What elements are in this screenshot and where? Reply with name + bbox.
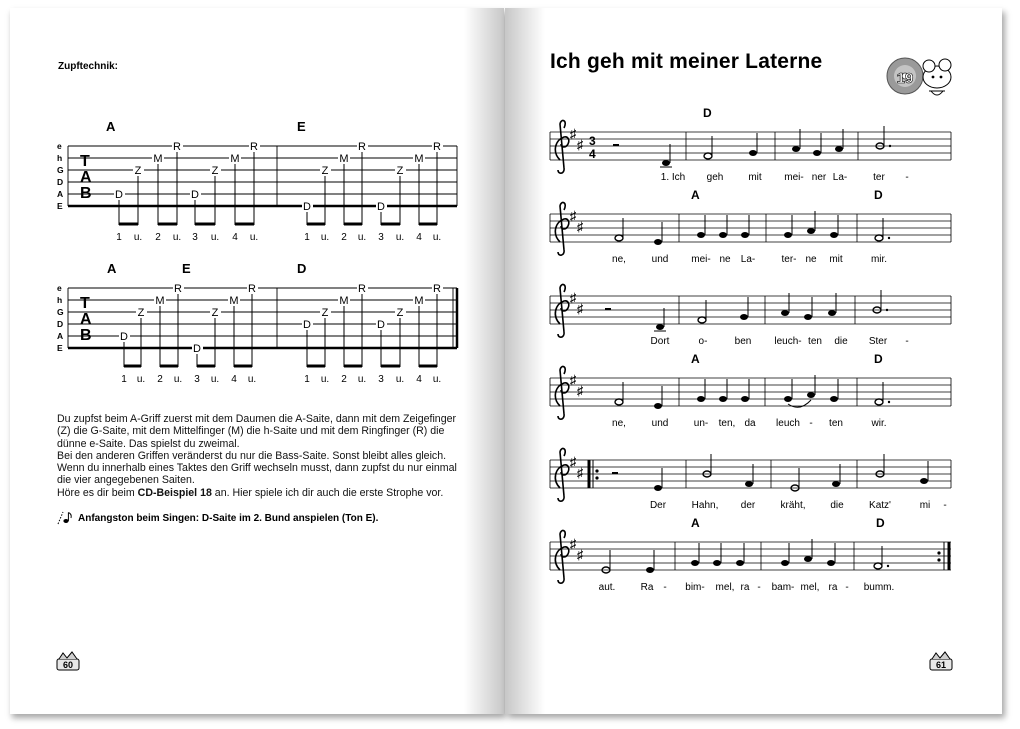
page-number-left: 60 <box>62 660 74 670</box>
svg-text:T: T <box>80 295 90 312</box>
svg-text:ter: ter <box>873 172 885 183</box>
svg-text:2: 2 <box>157 374 163 385</box>
svg-text:R: R <box>248 283 256 295</box>
svg-text:bim-: bim- <box>685 582 705 593</box>
text-line: Bei den anderen Griffen veränderst du nur die Bass-Saite. Sonst bleibt alles gleich. <box>57 449 447 462</box>
svg-text:D: D <box>57 319 64 329</box>
song-title: Ich geh mit meiner Laterne <box>550 50 823 73</box>
svg-text:ten: ten <box>829 418 843 429</box>
svg-text:aut.: aut. <box>598 582 616 593</box>
svg-text:mi: mi <box>919 500 931 511</box>
svg-text:geh: geh <box>706 172 724 183</box>
tab-staff-1 <box>32 108 472 243</box>
tab1-chord-e: E <box>297 119 306 134</box>
svg-text:mit: mit <box>829 254 843 265</box>
tab2-rhythm <box>124 294 437 367</box>
time-sig-bottom: 4 <box>589 147 596 161</box>
svg-text:3: 3 <box>192 232 198 243</box>
svg-text:Der: Der <box>649 500 667 511</box>
svg-text:A: A <box>80 311 92 328</box>
string-name-a: A <box>57 189 64 199</box>
svg-text:der: der <box>740 500 756 511</box>
score-system-1 <box>550 106 951 183</box>
tab1-note: D <box>377 201 385 213</box>
svg-text:un-: un- <box>693 418 709 429</box>
score-system-3 <box>550 285 951 347</box>
tab2-chord-d: D <box>297 261 307 276</box>
svg-text:-: - <box>905 336 909 347</box>
svg-text:G: G <box>57 307 64 317</box>
svg-text:mei-: mei- <box>691 254 711 265</box>
svg-text:A: A <box>57 331 64 341</box>
svg-text:die: die <box>834 336 848 347</box>
svg-text:Z: Z <box>321 307 329 319</box>
tab1-notes <box>114 140 443 213</box>
tab1-note: R <box>433 141 441 153</box>
text-line: dünne e-Saite. Das spielst du zweimal. <box>57 437 240 450</box>
svg-text:D: D <box>120 331 128 343</box>
svg-text:D: D <box>193 343 201 355</box>
svg-text:bumm.: bumm. <box>863 582 895 593</box>
string-name-h: h <box>57 153 63 163</box>
score-system-4 <box>550 352 951 429</box>
svg-text:ra: ra <box>740 582 750 593</box>
svg-text:ra: ra <box>828 582 838 593</box>
tab-letter-b: B <box>80 185 92 202</box>
svg-text:ten: ten <box>808 336 822 347</box>
svg-text:u.: u. <box>210 232 220 243</box>
svg-text:2: 2 <box>341 374 347 385</box>
svg-text:La-: La- <box>832 172 848 183</box>
svg-text:R: R <box>433 283 441 295</box>
string-name-bass-e: E <box>57 201 63 211</box>
svg-text:-: - <box>943 500 947 511</box>
svg-text:D: D <box>874 352 883 366</box>
string-name-e: e <box>57 141 62 151</box>
svg-text:1: 1 <box>116 232 122 243</box>
svg-text:R: R <box>174 283 182 295</box>
tab1-note: Z <box>321 165 329 177</box>
tab-staff-2 <box>32 250 472 385</box>
svg-text:u.: u. <box>395 374 405 385</box>
svg-text:M: M <box>414 295 424 307</box>
tab1-note: R <box>358 141 366 153</box>
svg-text:Z: Z <box>137 307 145 319</box>
tab-letter-a: A <box>80 169 92 186</box>
svg-text:Dort: Dort <box>650 336 670 347</box>
svg-text:u.: u. <box>247 374 257 385</box>
svg-text:La-: La- <box>740 254 756 265</box>
svg-text:kräht,: kräht, <box>780 500 806 511</box>
svg-text:M: M <box>155 295 165 307</box>
tab1-note: D <box>191 189 199 201</box>
svg-text:u.: u. <box>320 232 330 243</box>
svg-text:1: 1 <box>121 374 127 385</box>
svg-text:Z: Z <box>396 307 404 319</box>
text-line: Wenn du innerhalb eines Taktes den Griff wechseln musst, dann zupfst du nur einmal <box>57 462 457 475</box>
lyrics-line-5 <box>650 500 947 511</box>
svg-text:-: - <box>757 582 761 593</box>
svg-text:1: 1 <box>304 232 310 243</box>
tab-letter-t: T <box>80 153 90 170</box>
svg-text:Ster: Ster <box>868 336 888 347</box>
svg-text:o-: o- <box>698 336 708 347</box>
svg-text:-: - <box>663 582 667 593</box>
lyrics-line-6 <box>599 582 895 593</box>
tab1-note: M <box>230 153 240 165</box>
svg-text:ben: ben <box>734 336 752 347</box>
svg-text:B: B <box>80 327 92 344</box>
chord-a: A <box>691 188 700 202</box>
svg-text:4: 4 <box>416 232 422 243</box>
tab1-note: M <box>153 153 163 165</box>
section-title: Zupftechnik: <box>58 61 118 72</box>
tab1-note: D <box>303 201 311 213</box>
svg-text:da: da <box>744 418 756 429</box>
svg-text:A: A <box>691 516 700 530</box>
svg-text:D: D <box>876 516 885 530</box>
svg-text:bam-: bam- <box>771 582 795 593</box>
tab1-note: D <box>115 189 123 201</box>
tab1-count <box>116 232 441 243</box>
tab1-note: R <box>173 141 181 153</box>
svg-text:u.: u. <box>395 232 405 243</box>
right-gutter-shadow <box>505 8 545 714</box>
tab2-chord-a: A <box>107 261 117 276</box>
lyrics-line-2 <box>612 254 887 265</box>
svg-text:D: D <box>303 319 311 331</box>
tab1-note: Z <box>211 165 219 177</box>
svg-text:M: M <box>229 295 239 307</box>
chord-d: D <box>874 188 883 202</box>
svg-text:u.: u. <box>173 374 183 385</box>
svg-text:u.: u. <box>249 232 259 243</box>
svg-text:ten,: ten, <box>718 418 736 429</box>
svg-text:ne,: ne, <box>612 418 626 429</box>
chord-d: D <box>703 106 712 120</box>
svg-text:-: - <box>809 418 813 429</box>
cd-example-ref: CD-Beispiel 18 <box>137 486 212 499</box>
svg-text:mit: mit <box>748 172 762 183</box>
page-number-badge-right <box>927 651 957 673</box>
svg-text:u.: u. <box>432 232 442 243</box>
svg-text:D: D <box>377 319 385 331</box>
right-page <box>505 8 1002 714</box>
svg-text:u.: u. <box>133 232 143 243</box>
score-system-2 <box>550 188 951 265</box>
tab1-note: R <box>250 141 258 153</box>
svg-text:h: h <box>57 295 63 305</box>
mouse-mascot-icon <box>923 59 951 95</box>
svg-text:3: 3 <box>378 374 384 385</box>
score-system-6 <box>550 516 951 593</box>
svg-text:2: 2 <box>341 232 347 243</box>
tab1-note: M <box>339 153 349 165</box>
svg-text:4: 4 <box>416 374 422 385</box>
string-name-g: G <box>57 165 64 175</box>
lyrics-line-1 <box>661 172 909 183</box>
svg-text:1. Ich: 1. Ich <box>660 172 686 183</box>
svg-text:ner: ner <box>811 172 827 183</box>
tab1-chord-a: A <box>106 119 116 134</box>
page-number-badge-left <box>54 651 84 673</box>
text-line: Du zupfst beim A-Griff zuerst mit dem Daumen die A-Saite, dann mit dem Zeigefinger <box>57 413 457 425</box>
svg-text:1: 1 <box>304 374 310 385</box>
svg-text:u.: u. <box>320 374 330 385</box>
svg-text:u.: u. <box>210 374 220 385</box>
svg-text:u.: u. <box>357 374 367 385</box>
tab2-notes <box>119 282 443 355</box>
tab1-note: Z <box>396 165 404 177</box>
text-line: (Z) die G-Saite, mit dem Mittelfinger (M) die h-Saite und mit dem Ringfinger (R) die <box>57 425 445 438</box>
svg-text:leuch-: leuch- <box>774 336 802 347</box>
svg-text:4: 4 <box>231 374 237 385</box>
lyrics-line-4 <box>612 418 886 429</box>
svg-text:e: e <box>57 283 62 293</box>
time-sig-top: 3 <box>589 134 596 148</box>
tab1-note: Z <box>134 165 142 177</box>
svg-text:Z: Z <box>211 307 219 319</box>
cd-track-badge <box>885 53 960 103</box>
svg-text:leuch: leuch <box>776 418 800 429</box>
svg-text:ter-: ter- <box>781 254 797 265</box>
svg-text:3: 3 <box>378 232 384 243</box>
svg-text:u.: u. <box>136 374 146 385</box>
svg-text:ne: ne <box>805 254 817 265</box>
string-name-d: D <box>57 177 64 187</box>
page-number-right: 61 <box>935 660 947 670</box>
svg-text:R: R <box>358 283 366 295</box>
cd-reference-line: Höre es dir beim CD-Beispiel 18 an. Hier spiele ich dir auch die erste Strophe vor. <box>57 486 444 499</box>
svg-text:mir.: mir. <box>870 254 888 265</box>
svg-text:wir.: wir. <box>871 418 887 429</box>
svg-text:Katz': Katz' <box>869 500 891 511</box>
text-line: die vier angegebenen Saiten. <box>57 474 195 487</box>
svg-text:u.: u. <box>432 374 442 385</box>
svg-text:ne,: ne, <box>612 254 626 265</box>
instruction-paragraph <box>57 413 467 499</box>
svg-text:2: 2 <box>155 232 161 243</box>
svg-text:ne: ne <box>719 254 731 265</box>
svg-text:u.: u. <box>357 232 367 243</box>
tip-text: Anfangston beim Singen: D-Saite im 2. Bund anspielen (Ton E). <box>78 512 379 524</box>
song-score: ♯♯ D 3 4 1. Ich geh mit mei- ner La- ter - A D ne, und mei- ne La- ter- ne mit mir. Dort o- ben leuch- ten die Ster - A D ne, und un- ten, da leuch - ten wir. Der Hahn, der kräht, die Katz' mi - A D aut. Ra - bim- mel, ra - bam- mel, ra - bumm. <box>545 100 960 600</box>
svg-text:-: - <box>845 582 849 593</box>
tab2-chord-e: E <box>182 261 191 276</box>
svg-text:Ra: Ra <box>640 582 654 593</box>
svg-text:u.: u. <box>172 232 182 243</box>
svg-text:M: M <box>339 295 349 307</box>
score-system-5 <box>550 449 951 511</box>
svg-text:und: und <box>651 254 669 265</box>
svg-text:-: - <box>905 172 909 183</box>
svg-text:4: 4 <box>232 232 238 243</box>
lyrics-line-3 <box>651 336 909 347</box>
music-note-icon <box>57 511 73 525</box>
tab1-string-names <box>57 141 64 211</box>
svg-text:mei-: mei- <box>784 172 804 183</box>
svg-text:die: die <box>830 500 844 511</box>
svg-text:mel,: mel, <box>800 582 820 593</box>
starting-tone-tip <box>57 511 378 525</box>
svg-text:und: und <box>651 418 669 429</box>
svg-text:Hahn,: Hahn, <box>691 500 719 511</box>
cd-track-number: 19 <box>896 70 914 87</box>
svg-text:mel,: mel, <box>715 582 735 593</box>
left-page <box>10 8 504 714</box>
tab2-count <box>121 374 441 385</box>
svg-text:3: 3 <box>194 374 200 385</box>
tab1-rhythm <box>119 152 437 225</box>
svg-text:A: A <box>691 352 700 366</box>
tab1-note: M <box>414 153 424 165</box>
svg-text:E: E <box>57 343 63 353</box>
